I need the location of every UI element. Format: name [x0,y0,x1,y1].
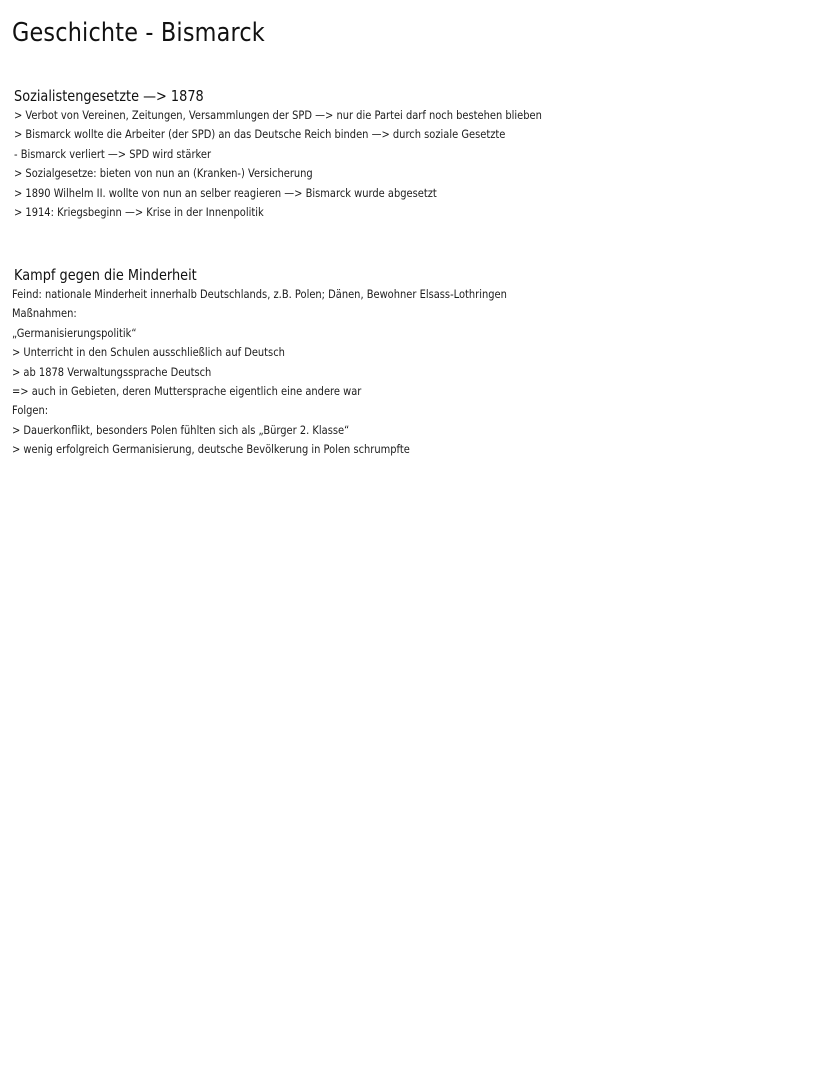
text-line: => auch in Gebieten, deren Muttersprache eigentlich eine andere war [12,384,362,399]
text-line: > Sozialgesetze: bieten von nun an (Kranken-) Versicherung [14,166,313,181]
text-line: Folgen: [12,403,49,418]
text-line: > Unterricht in den Schulen ausschließlich auf Deutsch [12,345,285,360]
text-line: > 1890 Wilhelm II. wollte von nun an selber reagieren —> Bismarck wurde abgesetzt [14,185,437,200]
text-line: „Germanisierungspolitik“ [12,325,137,340]
text-line: > Verbot von Vereinen, Zeitungen, Versammlungen der SPD —> nur die Partei darf noch bestehen blieben [14,108,542,122]
text-line: - Bismarck verliert —> SPD wird stärker [14,146,212,161]
text-line: Maßnahmen: [12,306,77,321]
section-heading: Kampf gegen die Minderheit [14,266,197,284]
section-lines [14,106,812,222]
text-line: > ab 1878 Verwaltungssprache Deutsch [12,364,212,379]
text-line: > wenig erfolgreich Germanisierung, deutsche Bevölkerung in Polen schrumpfte [12,442,410,457]
section-minderheit [12,265,812,460]
text-line: > 1914: Kriegsbeginn —> Krise in der Innenpolitik [14,205,264,220]
section-sozialistengesetze [12,86,812,222]
section-lines [12,285,812,460]
text-line: Feind: nationale Minderheit innerhalb Deutschlands, z.B. Polen; Dänen, Bewohner Elsass-Lothringen [12,287,507,301]
section-heading: Sozialistengesetzte —> 1878 [14,87,204,105]
page-title: Geschichte - Bismarck [12,18,265,48]
text-line: > Bismarck wollte die Arbeiter (der SPD) an das Deutsche Reich binden —> durch soziale Gesetzte [14,127,506,142]
text-line: > Dauerkonflikt, besonders Polen fühlten sich als „Bürger 2. Klasse“ [12,422,350,437]
